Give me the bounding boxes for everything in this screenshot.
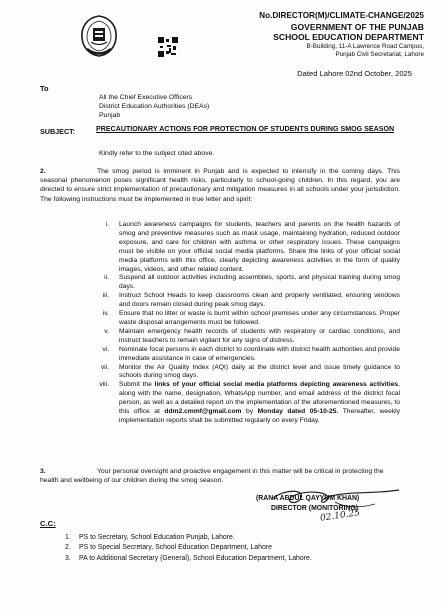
reference-number: No.DIRECTOR(M)/CLIMATE-CHANGE/2025: [259, 11, 424, 20]
list-item: [95, 328, 400, 346]
cc-list: [65, 533, 312, 564]
list-numeral: ii.: [104, 274, 109, 282]
list-item-text: by: [241, 408, 258, 416]
paragraph-3: [40, 467, 400, 485]
list-item: [95, 292, 400, 310]
paragraph-text: Your personal oversight and proactive engagement in this matter will be critical in protecting the health and wellbeing of our children during the smog season.: [40, 468, 384, 485]
cc-text: PS to Special Secretary, School Education Department, Lahore: [79, 544, 272, 552]
list-item-text: , along with the name, designation, WhatsApp number, and email address of the district focal person, as well as a detailed report on the implementation of the aforementioned measures, to this office at: [119, 381, 401, 416]
list-item-text: Instruct School Heads to keep classrooms clean and properly ventilated, ensuring windows and doors remain closed during peak smog days.: [119, 292, 400, 309]
paragraph-number: 2.: [40, 168, 46, 175]
cc-text: PS to Secretary, School Education Punjab, Lahore.: [79, 534, 235, 541]
deadline-date: Monday dated 05-10-25: [257, 408, 337, 416]
subject-text: PRECAUTIONARY ACTIONS FOR PROTECTION OF STUDENTS DURING SMOG SEASON: [96, 125, 395, 133]
list-numeral: viii.: [99, 381, 109, 389]
cc-label: C.C:: [40, 519, 56, 528]
org-name-line2: SCHOOL EDUCATION DEPARTMENT: [273, 32, 424, 42]
recipient-line: All the Chief Executive Officers: [99, 94, 193, 101]
list-item-text: Ensure that no litter or waste is burnt within school premises under any circumstances. Proper waste disposal arrangements must be followed.: [119, 310, 400, 326]
list-item: [95, 310, 400, 328]
list-item-text: Nominate focal persons in each district to coordinate with district health authorities and provide immediate assistance in case of emergencies.: [119, 345, 400, 362]
recipient-line: District Education Authorities (DEAs): [99, 103, 210, 111]
list-item-text: Suspend all outdoor activities including assemblies, sports, and physical training during smog days.: [119, 274, 400, 291]
list-item: [95, 346, 400, 364]
signatory-name: (RANA ABDUL QAYYUM KHAN): [256, 495, 360, 502]
cc-item: [65, 543, 312, 553]
address-line2: Punjab Civil Secretariat, Lahore: [335, 51, 424, 58]
list-numeral: v.: [104, 327, 109, 335]
government-of-punjab-seal-icon: [78, 14, 120, 58]
org-name-line1: GOVERNMENT OF THE PUNJAB: [290, 21, 424, 32]
email-address: ddm2.cmmf@gmail.com: [164, 408, 242, 416]
list-item: [95, 221, 400, 274]
list-numeral: vii.: [100, 363, 109, 371]
subject-label: SUBJECT:: [40, 127, 76, 136]
list-item-text: Maintain emergency health records of students with respiratory or cardiac conditions, and instruct teachers to remain vigilant for any signs of distress.: [119, 327, 400, 344]
cc-text: PA to Additional Secretary (General), School Education Department, Lahore.: [79, 554, 312, 562]
letterhead: [184, 11, 424, 60]
recipient-line: Punjab: [99, 112, 121, 120]
handwritten-date: 02.10.25: [319, 508, 361, 524]
recipient-block: [99, 93, 209, 121]
cc-item: [65, 554, 312, 564]
signatory-designation: DIRECTOR (MONITORING): [271, 505, 359, 512]
opening-line: Kindly refer to the subject cited above.: [99, 150, 215, 157]
list-item-text: . Thereafter, weekly implementation reports shall be submitted regularly on every Friday.: [119, 408, 401, 424]
list-item: [95, 274, 400, 292]
instruction-list: [95, 221, 400, 426]
cc-number: 3.: [65, 554, 71, 562]
list-numeral: iii.: [102, 292, 109, 300]
to-label: To: [40, 84, 49, 93]
list-item: [95, 381, 400, 426]
letter-date: Dated Lahore 02nd October, 2025: [297, 69, 412, 78]
list-numeral: iv.: [102, 310, 109, 318]
list-item-text: Submit the: [119, 381, 155, 389]
list-item-text: Monitor the Air Quality Index (AQI) daily at the district level and issue timely guidance to schools during smog days.: [119, 363, 400, 380]
bold-emphasis: links of your official social media platforms depicting awareness activities: [154, 381, 399, 389]
paragraph-number: 3.: [40, 468, 46, 475]
cc-number: 2.: [65, 544, 71, 552]
list-item: [95, 364, 400, 382]
cc-item: [65, 533, 312, 543]
address-line1: B-Building, 11-A Lawrence Road Campus,: [306, 42, 424, 50]
qr-code-icon: [158, 37, 178, 57]
paragraph-2: [40, 167, 400, 204]
list-numeral: vi.: [102, 345, 109, 353]
cc-number: 1.: [65, 534, 71, 541]
list-numeral: i.: [105, 221, 109, 228]
paragraph-text: The smog period is imminent in Punjab and is expected to intensify in the coming days. This seasonal phenomenon poses significant health risks, particularly to school-going children. In this regard, you are directed to ensure strict implementation of precautionary and mitigation measures in all schools under your jurisdiction. The following instructions must be implemented in true letter and spirit:: [40, 168, 400, 203]
list-item-text: Launch awareness campaigns for students, teachers and parents on the health hazards of smog and preventive measures such as mask usage, maintaining hydration, reduced outdoor exposure, and care for children with asthma or other respiratory issues. These campaigns must be visible on your official social media platforms. Share the links of your official social media platforms with this office, clearly depicting awareness activities in the form of quality images, videos, and other related content.: [119, 221, 400, 273]
